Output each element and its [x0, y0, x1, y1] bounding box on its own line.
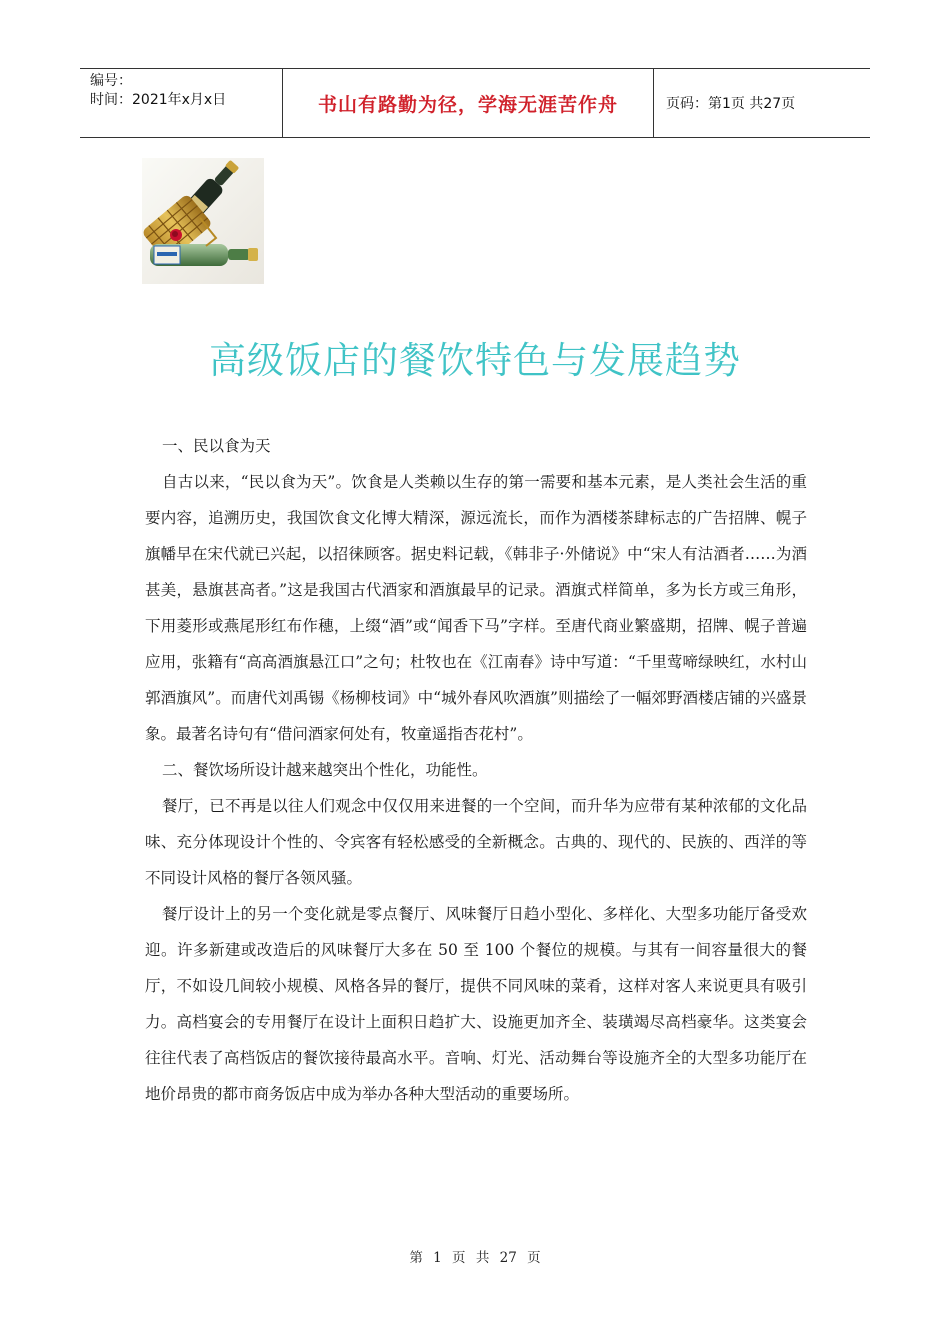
- document-body: [145, 428, 807, 1112]
- header-number-label: 编号：: [90, 73, 132, 89]
- body-paragraph: 自古以来，“民以食为天”。饮食是人类赖以生存的第一需要和基本元素，是人类社会生活的重要内容，追溯历史，我国饮食文化博大精深，源远流长，而作为酒楼茶肆标志的广告招牌、幌子旗幡早在宋代就已兴起，以招徕顾客。据史料记载，《韩非子·外储说》中“宋人有沽酒者……为酒甚美，悬旗甚高者。”这是我国古代酒家和酒旗最早的记录。酒旗式样简单，多为长方或三角形，下用菱形或燕尾形红布作穗，上缀“酒”或“闻香下马”字样。至唐代商业繁盛期，招牌、幌子普遍应用，张籍有“高高酒旗悬江口”之句；杜牧也在《江南春》诗中写道：“千里莺啼绿映红，水村山郭酒旗风”。而唐代刘禹锡《杨柳枝词》中“城外春风吹酒旗”则描绘了一幅郊野酒楼店铺的兴盛景象。最著名诗句有“借问酒家何处有，牧童遥指杏花村”。: [145, 473, 807, 743]
- header-meta: [80, 69, 282, 137]
- page-footer: 第 1 页 共 27 页: [409, 1250, 541, 1266]
- page-header: [80, 68, 870, 138]
- document-title: 高级饭店的餐饮特色与发展趋势: [209, 339, 741, 382]
- section-heading-2: 二、餐饮场所设计越来越突出个性化，功能性。: [162, 761, 488, 779]
- header-page-info: 页码：第1页 共27页: [666, 96, 796, 112]
- section-heading-1: 一、民以食为天: [162, 437, 271, 455]
- header-date: 时间：2021年x月x日: [90, 92, 227, 108]
- header-motto-cell: [282, 69, 654, 137]
- body-paragraph: 餐厅，已不再是以往人们观念中仅仅用来进餐的一个空间，而升华为应带有某种浓郁的文化品味、充分体现设计个性的、令宾客有轻松感受的全新概念。古典的、现代的、民族的、西洋的等不同设计风格的餐厅各领风骚。: [145, 797, 807, 887]
- header-motto: 书山有路勤为径，学海无涯苦作舟: [317, 93, 618, 116]
- body-paragraph: 餐厅设计上的另一个变化就是零点餐厅、风味餐厅日趋小型化、多样化、大型多功能厅备受欢迎。许多新建或改造后的风味餐厅大多在 50 至 100 个餐位的规模。与其有一间容量很大的餐厅，不如设几间较小规模、风格各异的餐厅，提供不同风味的菜肴，这样对客人来说更具有吸引力。高档宴会的专用餐厅在设计上面积日趋扩大、设施更加齐全、装璜竭尽高档豪华。这类宴会往往代表了高档饭店的餐饮接待最高水平。音响、灯光、活动舞台等设施齐全的大型多功能厅在地价昂贵的都市商务饭店中成为举办各种大型活动的重要场所。: [145, 905, 807, 1103]
- wine-bottles-illustration: [142, 158, 264, 284]
